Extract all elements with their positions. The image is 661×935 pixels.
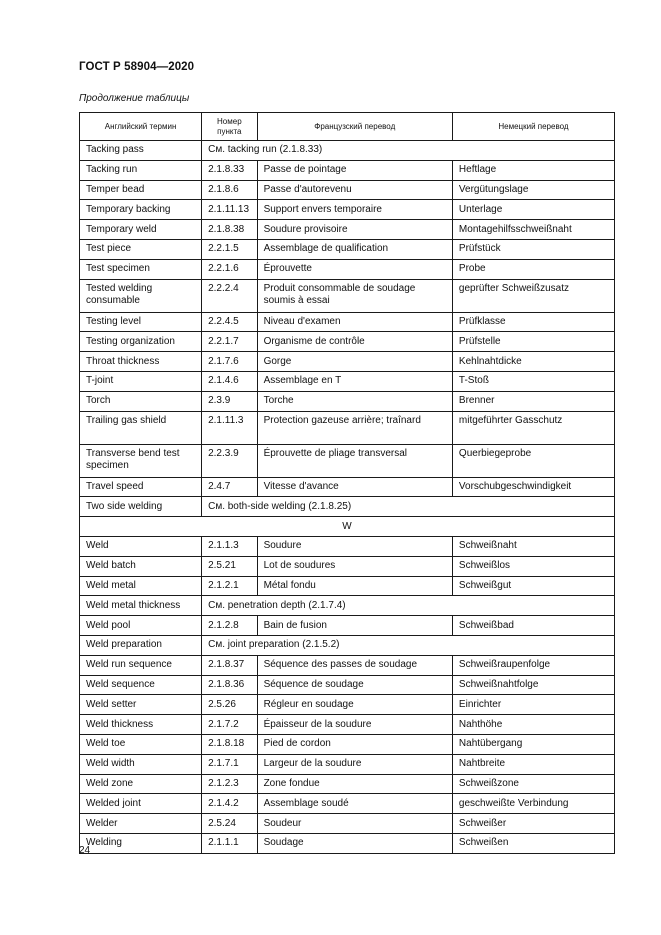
english-term: Testing organization: [80, 332, 202, 352]
german-translation: Unterlage: [452, 200, 614, 220]
table-row: [80, 497, 615, 517]
english-term: Weld metal: [80, 576, 202, 596]
clause-number: 2.2.2.4: [202, 279, 257, 312]
clause-number: 2.4.7: [202, 477, 257, 497]
english-term: Weld zone: [80, 774, 202, 794]
french-translation: Assemblage soudé: [257, 794, 452, 814]
table-row: [80, 332, 615, 352]
clause-number: 2.5.24: [202, 814, 257, 834]
french-translation: Éprouvette de pliage transversal: [257, 444, 452, 477]
english-term: Temporary backing: [80, 200, 202, 220]
german-translation: Schweißen: [452, 833, 614, 853]
table-row: [80, 734, 615, 754]
german-translation: Prüfklasse: [452, 312, 614, 332]
french-translation: Métal fondu: [257, 576, 452, 596]
table-row: [80, 444, 615, 477]
german-translation: Probe: [452, 259, 614, 279]
table-row: [80, 754, 615, 774]
page-number: 24: [79, 845, 91, 856]
terms-table: [79, 112, 615, 854]
french-translation: Séquence des passes de soudage: [257, 655, 452, 675]
french-translation: Épaisseur de la soudure: [257, 715, 452, 735]
table-row: [80, 616, 615, 636]
english-term: Temper bead: [80, 180, 202, 200]
german-translation: Schweißzone: [452, 774, 614, 794]
german-translation: Prüfstück: [452, 239, 614, 259]
english-term: Travel speed: [80, 477, 202, 497]
clause-number: 2.3.9: [202, 391, 257, 411]
german-translation: Einrichter: [452, 695, 614, 715]
german-translation: geprüfter Schweißzusatz: [452, 279, 614, 312]
clause-number: 2.1.11.3: [202, 411, 257, 444]
german-translation: Schweißraupenfolge: [452, 655, 614, 675]
english-term: Weld setter: [80, 695, 202, 715]
french-translation: Torche: [257, 391, 452, 411]
cross-reference: См. tacking run (2.1.8.33): [202, 141, 615, 161]
english-term: Weld preparation: [80, 635, 202, 655]
clause-number: 2.5.26: [202, 695, 257, 715]
english-term: Trailing gas shield: [80, 411, 202, 444]
english-term: Two side welding: [80, 497, 202, 517]
column-header-english: Английский термин: [80, 113, 202, 141]
clause-number: 2.2.1.6: [202, 259, 257, 279]
english-term: Test piece: [80, 239, 202, 259]
clause-number: 2.1.1.1: [202, 833, 257, 853]
table-row: [80, 655, 615, 675]
french-translation: Largeur de la soudure: [257, 754, 452, 774]
german-translation: Kehlnahtdicke: [452, 352, 614, 372]
french-translation: Passe de pointage: [257, 160, 452, 180]
table-row: [80, 576, 615, 596]
french-translation: Protection gazeuse arrière; traînard: [257, 411, 452, 444]
french-translation: Soudage: [257, 833, 452, 853]
table-row: [80, 675, 615, 695]
french-translation: Gorge: [257, 352, 452, 372]
german-translation: Schweißbad: [452, 616, 614, 636]
english-term: Weld run sequence: [80, 655, 202, 675]
clause-number: 2.2.1.5: [202, 239, 257, 259]
column-header-french: Французский перевод: [257, 113, 452, 141]
column-header-german: Немецкий перевод: [452, 113, 614, 141]
french-translation: Soudure provisoire: [257, 220, 452, 240]
clause-number: 2.2.1.7: [202, 332, 257, 352]
clause-number: 2.1.8.33: [202, 160, 257, 180]
english-term: Weld width: [80, 754, 202, 774]
german-translation: mitgeführter Gasschutz: [452, 411, 614, 444]
german-translation: Querbiegeprobe: [452, 444, 614, 477]
french-translation: Produit consommable de soudage soumis à essai: [257, 279, 452, 312]
table-row: [80, 635, 615, 655]
english-term: Weld toe: [80, 734, 202, 754]
german-translation: T-Stoß: [452, 371, 614, 391]
standard-code: ГОСТ Р 58904—2020: [79, 61, 195, 73]
table-row: [80, 774, 615, 794]
clause-number: 2.1.8.6: [202, 180, 257, 200]
clause-number: 2.1.4.6: [202, 371, 257, 391]
french-translation: Support envers temporaire: [257, 200, 452, 220]
french-translation: Vitesse d'avance: [257, 477, 452, 497]
english-term: Welder: [80, 814, 202, 834]
table-row: [80, 411, 615, 444]
english-term: Temporary weld: [80, 220, 202, 240]
english-term: Testing level: [80, 312, 202, 332]
table-caption: Продолжение таблицы: [79, 93, 190, 104]
english-term: Welded joint: [80, 794, 202, 814]
german-translation: geschweißte Verbindung: [452, 794, 614, 814]
clause-number: 2.1.1.3: [202, 536, 257, 556]
english-term: Weld: [80, 536, 202, 556]
english-term: Tacking pass: [80, 141, 202, 161]
french-translation: Assemblage en T: [257, 371, 452, 391]
french-translation: Soudeur: [257, 814, 452, 834]
table-row: [80, 200, 615, 220]
clause-number: 2.1.7.6: [202, 352, 257, 372]
french-translation: Niveau d'examen: [257, 312, 452, 332]
table-row: [80, 833, 615, 853]
german-translation: Schweißgut: [452, 576, 614, 596]
clause-number: 2.5.21: [202, 556, 257, 576]
column-header-number: Номер пункта: [202, 113, 257, 141]
clause-number: 2.1.7.1: [202, 754, 257, 774]
french-translation: Pied de cordon: [257, 734, 452, 754]
section-row: [80, 517, 615, 537]
clause-number: 2.1.2.3: [202, 774, 257, 794]
table-row: [80, 596, 615, 616]
clause-number: 2.1.8.18: [202, 734, 257, 754]
french-translation: Bain de fusion: [257, 616, 452, 636]
english-term: Weld batch: [80, 556, 202, 576]
clause-number: 2.1.8.36: [202, 675, 257, 695]
english-term: Transverse bend test specimen: [80, 444, 202, 477]
table-row: [80, 371, 615, 391]
german-translation: Nahtbreite: [452, 754, 614, 774]
clause-number: 2.1.8.38: [202, 220, 257, 240]
english-term: Tacking run: [80, 160, 202, 180]
clause-number: 2.1.2.1: [202, 576, 257, 596]
clause-number: 2.1.7.2: [202, 715, 257, 735]
table-row: [80, 312, 615, 332]
german-translation: Prüfstelle: [452, 332, 614, 352]
german-translation: Schweißlos: [452, 556, 614, 576]
table-row: [80, 220, 615, 240]
german-translation: Montagehilfsschweißnaht: [452, 220, 614, 240]
table-row: [80, 180, 615, 200]
clause-number: 2.2.3.9: [202, 444, 257, 477]
german-translation: Heftlage: [452, 160, 614, 180]
cross-reference: См. both-side welding (2.1.8.25): [202, 497, 615, 517]
cross-reference: См. joint preparation (2.1.5.2): [202, 635, 615, 655]
french-translation: Passe d'autorevenu: [257, 180, 452, 200]
table-row: [80, 715, 615, 735]
table-row: [80, 279, 615, 312]
clause-number: 2.2.4.5: [202, 312, 257, 332]
german-translation: Nahtübergang: [452, 734, 614, 754]
german-translation: Vorschubgeschwindigkeit: [452, 477, 614, 497]
clause-number: 2.1.8.37: [202, 655, 257, 675]
french-translation: Régleur en soudage: [257, 695, 452, 715]
english-term: Weld thickness: [80, 715, 202, 735]
english-term: Weld sequence: [80, 675, 202, 695]
french-translation: Assemblage de qualification: [257, 239, 452, 259]
cross-reference: См. penetration depth (2.1.7.4): [202, 596, 615, 616]
clause-number: 2.1.11.13: [202, 200, 257, 220]
english-term: Throat thickness: [80, 352, 202, 372]
table-row: [80, 239, 615, 259]
german-translation: Brenner: [452, 391, 614, 411]
french-translation: Séquence de soudage: [257, 675, 452, 695]
english-term: Tested welding consumable: [80, 279, 202, 312]
german-translation: Nahthöhe: [452, 715, 614, 735]
french-translation: Zone fondue: [257, 774, 452, 794]
german-translation: Vergütungslage: [452, 180, 614, 200]
table-row: [80, 477, 615, 497]
french-translation: Éprouvette: [257, 259, 452, 279]
table-row: [80, 259, 615, 279]
table-row: [80, 794, 615, 814]
table-row: [80, 814, 615, 834]
table-header-row: [80, 113, 615, 141]
clause-number: 2.1.2.8: [202, 616, 257, 636]
french-translation: Organisme de contrôle: [257, 332, 452, 352]
section-letter: W: [80, 517, 615, 537]
english-term: Test specimen: [80, 259, 202, 279]
table-row: [80, 695, 615, 715]
table-row: [80, 556, 615, 576]
table-row: [80, 536, 615, 556]
english-term: Torch: [80, 391, 202, 411]
table-row: [80, 160, 615, 180]
german-translation: Schweißnaht: [452, 536, 614, 556]
english-term: Weld pool: [80, 616, 202, 636]
french-translation: Lot de soudures: [257, 556, 452, 576]
english-term: Weld metal thickness: [80, 596, 202, 616]
german-translation: Schweißnahtfolge: [452, 675, 614, 695]
english-term: T-joint: [80, 371, 202, 391]
german-translation: Schweißer: [452, 814, 614, 834]
table-row: [80, 352, 615, 372]
english-term: Welding: [80, 833, 202, 853]
table-row: [80, 391, 615, 411]
french-translation: Soudure: [257, 536, 452, 556]
clause-number: 2.1.4.2: [202, 794, 257, 814]
table-row: [80, 141, 615, 161]
